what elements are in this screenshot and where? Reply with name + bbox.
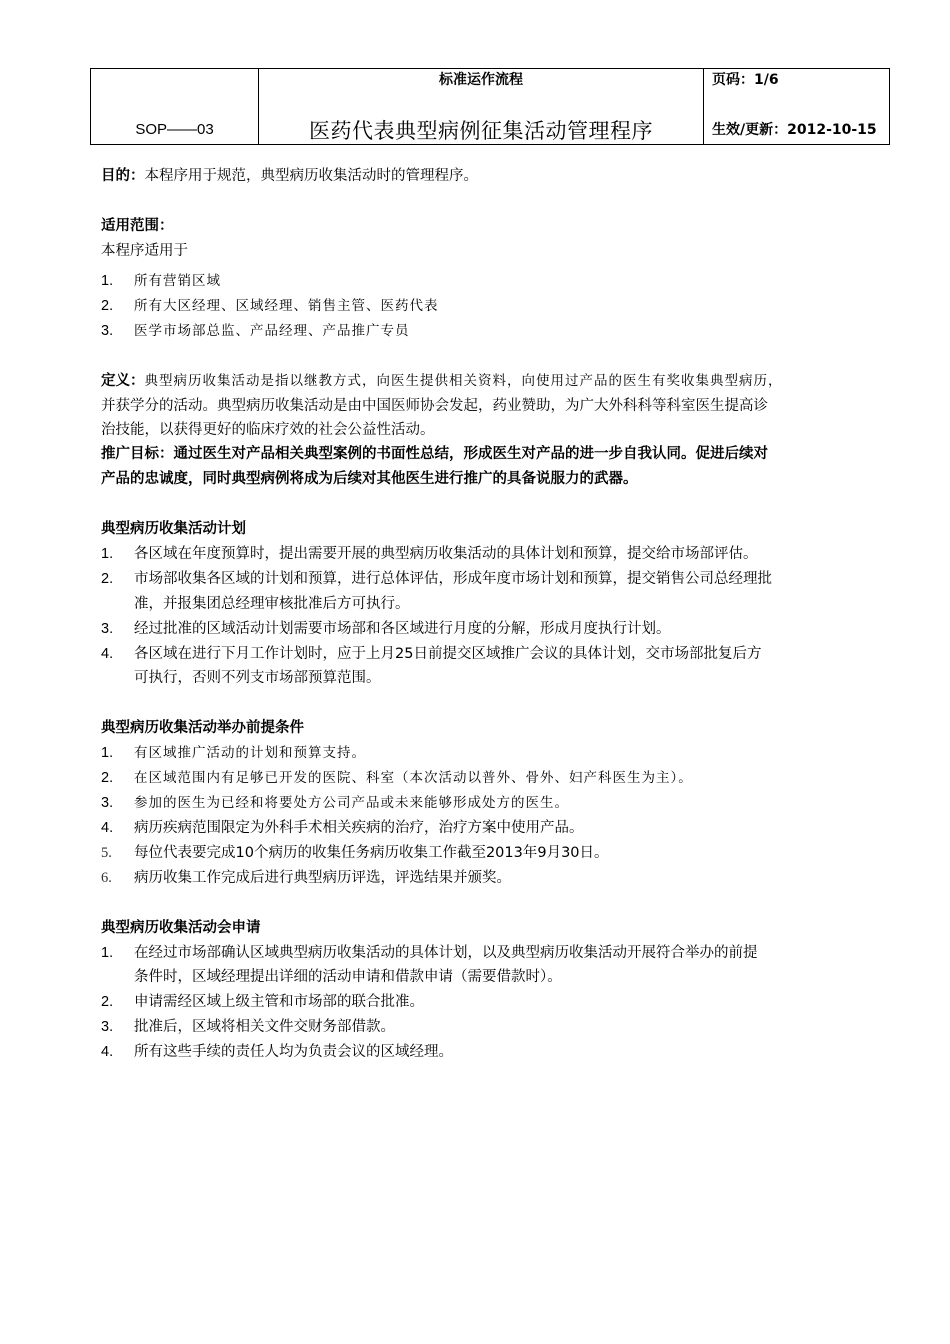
apply-item-number: 2. [101, 994, 114, 1010]
plan-item-line: 经过批准的区域活动计划需要市场部和各区域进行月度的分解，形成月度执行计划。 [134, 621, 671, 637]
plan-item-line: 各区域在年度预算时，提出需要开展的典型病历收集活动的具体计划和预算，提交给市场部评估。 [134, 546, 758, 562]
scope-intro: 本程序适用于 [101, 243, 188, 259]
sop-code-cell [91, 69, 259, 145]
purpose-label: 目的： [101, 168, 145, 184]
prereq-item-number: 5. [101, 845, 112, 861]
apply-item-line: 在经过市场部确认区域典型病历收集活动的具体计划，以及典型病历收集活动开展符合举办的前提 [134, 945, 758, 961]
plan-item-number: 1. [101, 546, 114, 562]
prereq-item: 每位代表要完成10个病历的收集任务病历收集工作截至2013年9月30日。 [134, 845, 609, 861]
effective-date: 生效/更新：2012-10-15 [712, 122, 877, 138]
plan-item-line: 各区域在进行下月工作计划时，应于上月25日前提交区域推广会议的具体计划，交市场部批复后方 [134, 646, 762, 662]
plan-item-number: 3. [101, 621, 114, 637]
plan-item-line: 市场部收集各区域的计划和预算，进行总体评估，形成年度市场计划和预算，提交销售公司总经理批 [134, 571, 772, 587]
apply-item-number: 3. [101, 1019, 114, 1035]
prereq-item-number: 6. [101, 870, 112, 886]
prereq-item-number: 4. [101, 820, 114, 836]
apply-item-line: 所有这些手续的责任人均为负责会议的区域经理。 [134, 1044, 453, 1060]
plan-item-line: 可执行，否则不列支市场部预算范围。 [134, 670, 381, 686]
definition-line: 并获学分的活动。典型病历收集活动是由中国医师协会发起，药业赞助，为广大外科科等科室医生提高诊 [101, 398, 768, 414]
document-title: 医药代表典型病例征集活动管理程序 [309, 119, 653, 143]
plan-heading: 典型病历收集活动计划 [101, 521, 246, 537]
plan-item-number: 2. [101, 571, 114, 587]
header-table [90, 68, 890, 145]
scope-item: 所有营销区域 [134, 273, 221, 289]
apply-item-number: 1. [101, 945, 114, 961]
apply-heading: 典型病历收集活动会申请 [101, 920, 261, 936]
goal-line: 产品的忠诚度，同时典型病例将成为后续对其他医生进行推广的具备说服力的武器。 [101, 471, 638, 487]
title-cell [259, 69, 704, 145]
prereq-heading: 典型病历收集活动举办前提条件 [101, 720, 304, 736]
definition-line: 治技能，以获得更好的临床疗效的社会公益性活动。 [101, 422, 435, 438]
prereq-item: 病历疾病范围限定为外科手术相关疾病的治疗，治疗方案中使用产品。 [134, 820, 584, 836]
prereq-item: 在区域范围内有足够已开发的医院、科室（本次活动以普外、骨外、妇产科医生为主）。 [134, 770, 693, 786]
definition-label: 定义： [101, 373, 145, 389]
standard-label: 标准运作流程 [439, 72, 523, 88]
prereq-item: 病历收集工作完成后进行典型病历评选，评选结果并颁奖。 [134, 870, 511, 886]
scope-label: 适用范围： [101, 218, 174, 234]
apply-item-line: 批准后，区域将相关文件交财务部借款。 [134, 1019, 395, 1035]
apply-item-number: 4. [101, 1044, 114, 1060]
purpose-text: 本程序用于规范，典型病历收集活动时的管理程序。 [144, 168, 478, 184]
prereq-item: 有区域推广活动的计划和预算支持。 [134, 745, 366, 761]
purpose-paragraph [101, 166, 478, 186]
plan-item-line: 准，并报集团总经理审核批准后方可执行。 [134, 596, 410, 612]
page-info-cell [704, 69, 890, 145]
scope-item-number: 3. [101, 323, 114, 339]
definition-line [101, 371, 783, 391]
prereq-item: 参加的医生为已经和将要处方公司产品或未来能够形成处方的医生。 [134, 795, 569, 811]
prereq-item-number: 2. [101, 770, 114, 786]
scope-item-number: 1. [101, 273, 114, 289]
plan-item-number: 4. [101, 646, 114, 662]
apply-item-line: 申请需经区域上级主管和市场部的联合批准。 [134, 994, 424, 1010]
definition-text: 典型病历收集活动是指以继教方式，向医生提供相关资料，向使用过产品的医生有奖收集典型病历， [144, 373, 783, 389]
scope-item-number: 2. [101, 298, 114, 314]
scope-item: 医学市场部总监、产品经理、产品推广专员 [134, 323, 410, 339]
prereq-item-number: 1. [101, 745, 114, 761]
prereq-item-number: 3. [101, 795, 114, 811]
apply-item-line: 条件时，区域经理提出详细的活动申请和借款申请（需要借款时）。 [134, 969, 562, 985]
scope-item: 所有大区经理、区域经理、销售主管、医药代表 [134, 298, 439, 314]
goal-line: 推广目标：通过医生对产品相关典型案例的书面性总结，形成医生对产品的进一步自我认同。促进后续对 [101, 446, 768, 462]
sop-code: SOP——03 [135, 121, 214, 138]
page-number: 页码：1/6 [712, 72, 779, 88]
